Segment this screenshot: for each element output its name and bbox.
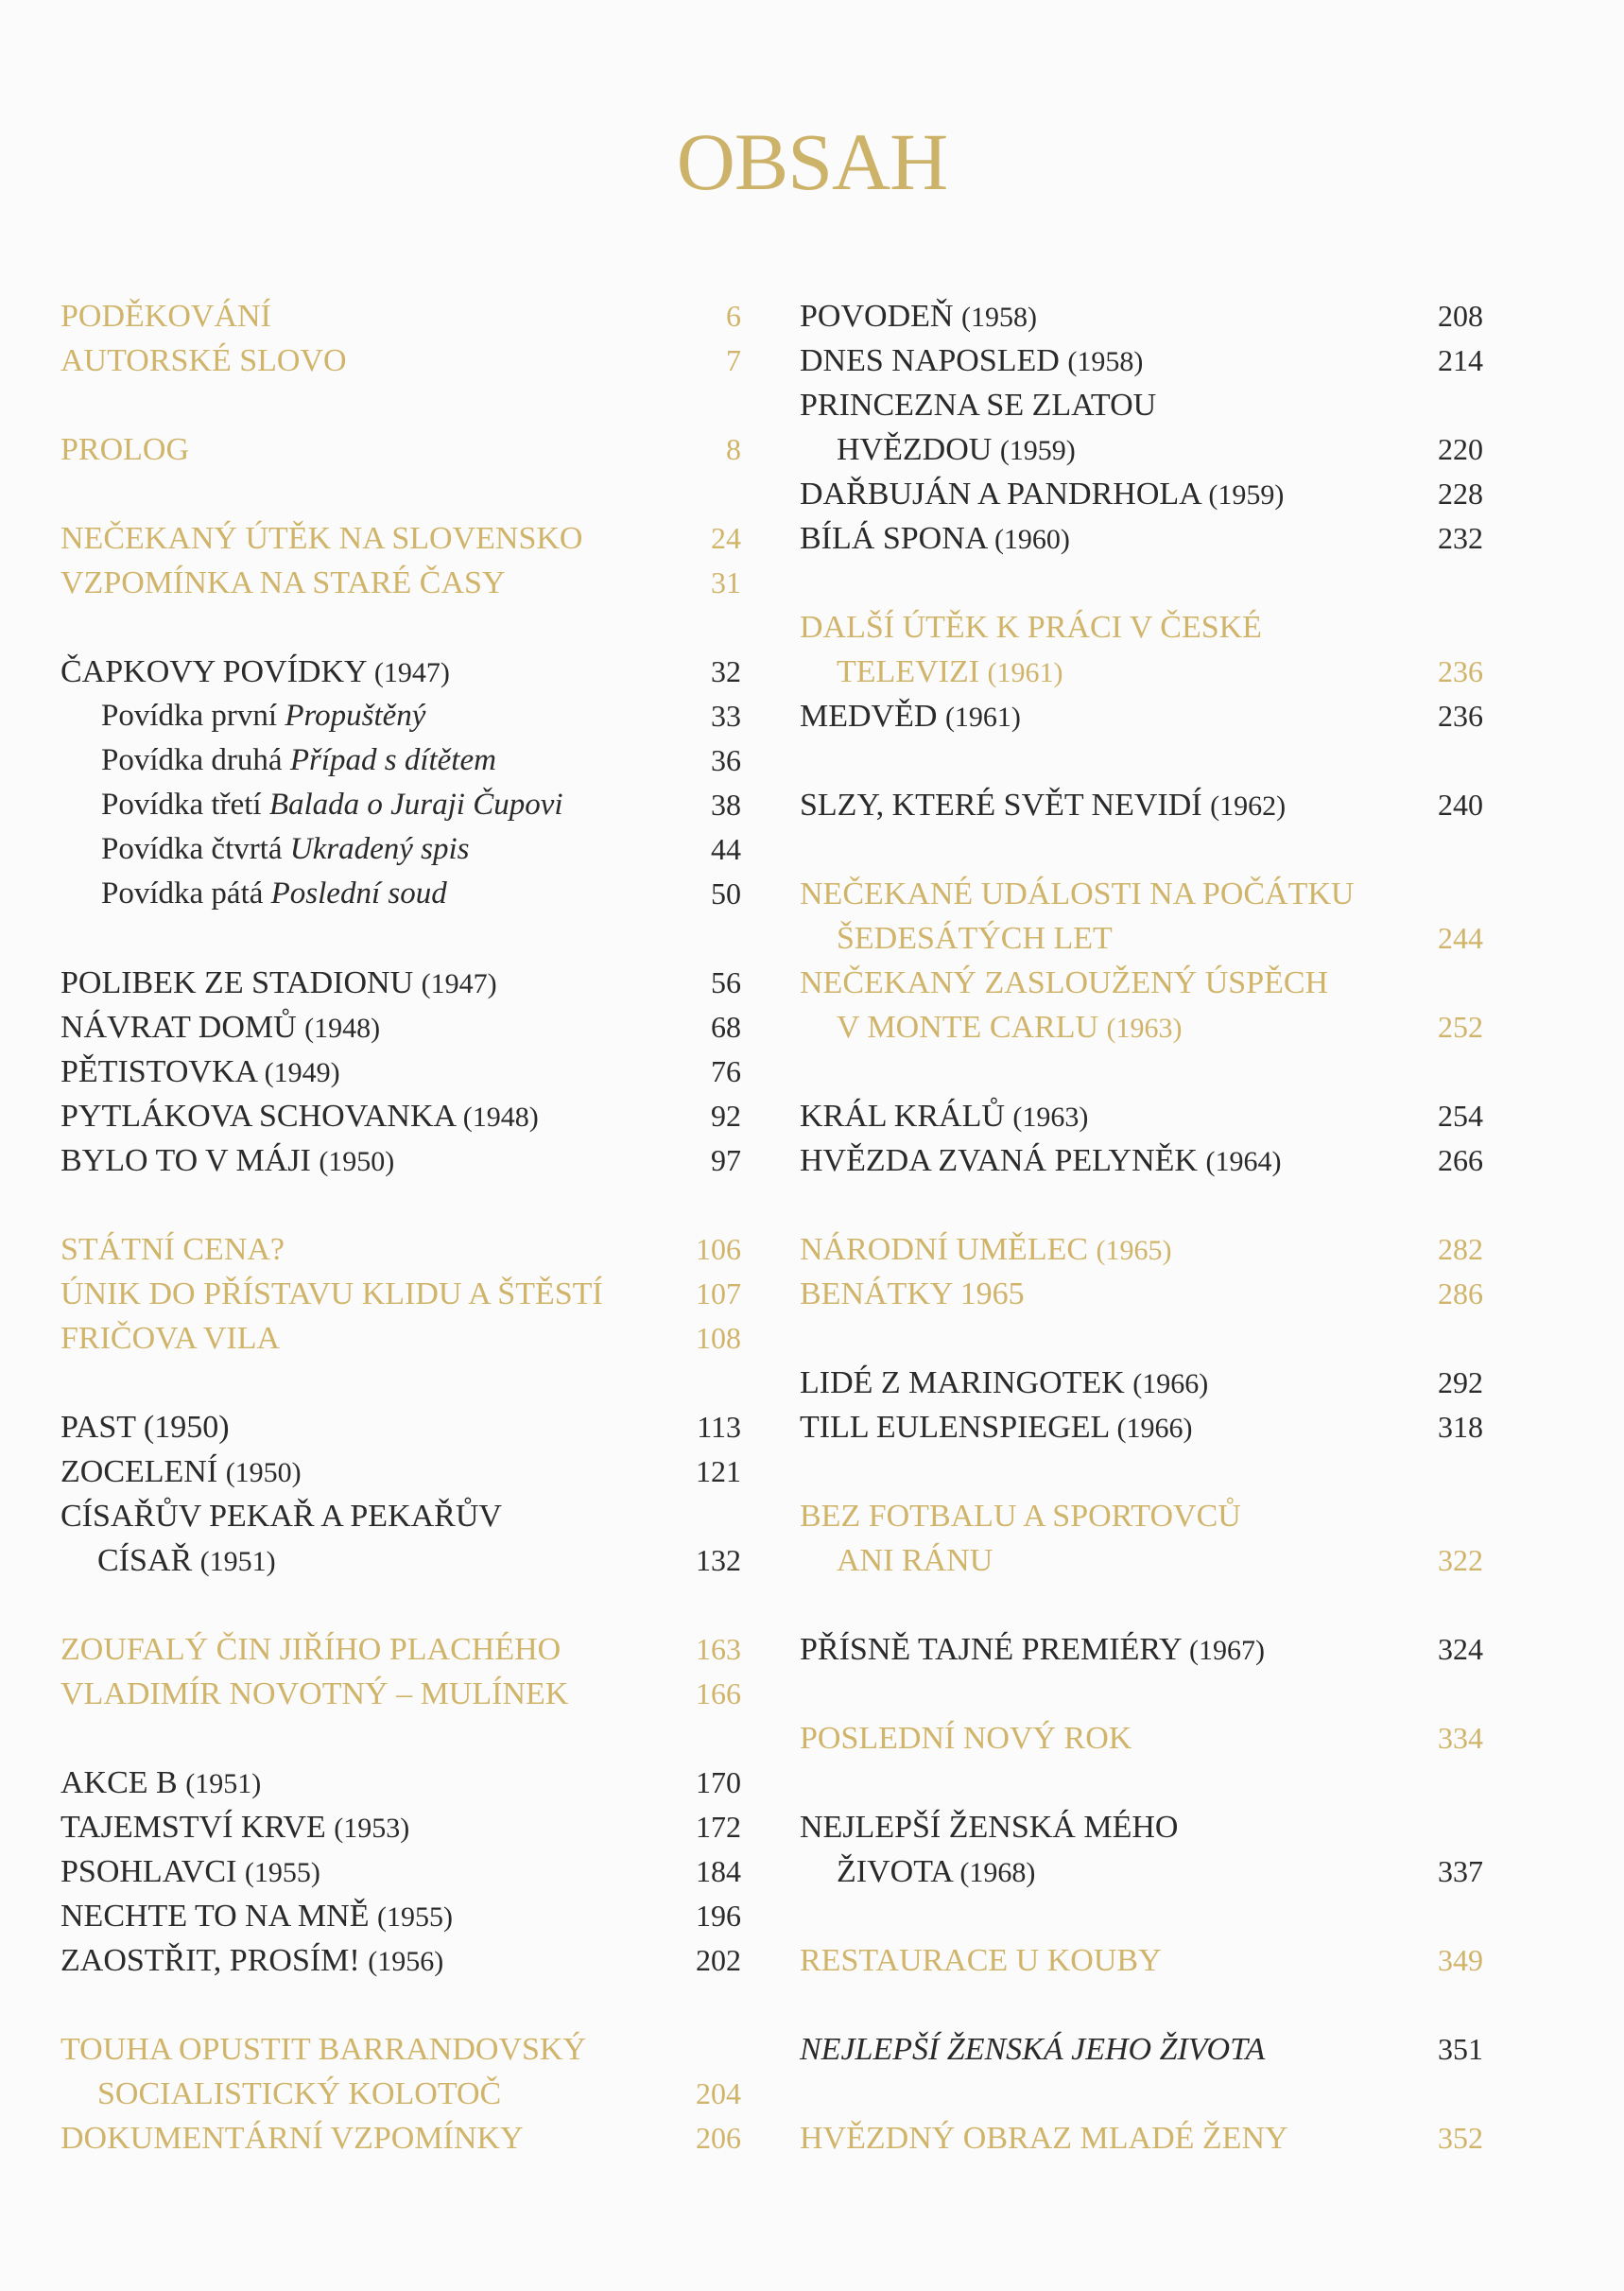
page-number: 196 bbox=[696, 1899, 741, 1933]
entry-title: NEČEKANÉ UDÁLOSTI NA POČÁTKU bbox=[800, 876, 1355, 911]
entry-title: STÁTNÍ CENA? bbox=[60, 1232, 285, 1267]
toc-entry bbox=[60, 427, 751, 472]
entry-title: POVODEŇ bbox=[800, 299, 954, 334]
section-gap bbox=[60, 472, 751, 516]
entry-title: V MONTE CARLU bbox=[837, 1010, 1099, 1045]
toc-entry bbox=[60, 1627, 751, 1672]
toc-entry bbox=[60, 294, 751, 338]
entry-title: VLADIMÍR NOVOTNÝ – MULÍNEK bbox=[60, 1676, 569, 1711]
page-number: 36 bbox=[711, 743, 741, 777]
entry-year: (1947) bbox=[373, 657, 450, 688]
entry-title: ÚNIK DO PŘÍSTAVU KLIDU A ŠTĚSTÍ bbox=[60, 1276, 603, 1311]
entry-title: TOUHA OPUSTIT BARRANDOVSKÝ bbox=[60, 2032, 587, 2067]
entry-title: HVĚZDA ZVANÁ PELYNĚK bbox=[800, 1143, 1198, 1178]
page-number: 107 bbox=[696, 1276, 741, 1310]
section-gap bbox=[60, 1183, 751, 1227]
entry-title: BYLO TO V MÁJI bbox=[60, 1143, 311, 1178]
page-number: 202 bbox=[696, 1943, 741, 1977]
entry-year: (1962) bbox=[1210, 790, 1287, 822]
page-number: 38 bbox=[711, 788, 741, 822]
entry-title: ZAOSTŘIT, PROSÍM! bbox=[60, 1943, 360, 1978]
entry-year: (1963) bbox=[1106, 1013, 1183, 1044]
page-number: 244 bbox=[1438, 921, 1483, 955]
entry-title: HVĚZDNÝ OBRAZ MLADÉ ŽENY bbox=[800, 2121, 1288, 2156]
toc-entry bbox=[60, 1494, 751, 1538]
page-number: 282 bbox=[1438, 1232, 1483, 1266]
page-number: 50 bbox=[711, 876, 741, 911]
toc-entry bbox=[60, 1805, 751, 1849]
toc-entry bbox=[60, 1050, 751, 1094]
toc-entry bbox=[800, 694, 1485, 738]
toc-entry bbox=[800, 1361, 1485, 1405]
toc-entry bbox=[800, 1716, 1485, 1761]
entry-title: ČAPKOVY POVÍDKY bbox=[60, 654, 367, 689]
entry-title: NECHTE TO NA MNĚ bbox=[60, 1899, 370, 1934]
toc-entry bbox=[60, 1761, 751, 1805]
entry-italic-title: Poslední soud bbox=[270, 876, 447, 911]
page-number: 204 bbox=[696, 2076, 741, 2110]
toc-entry bbox=[800, 605, 1485, 650]
toc-entry bbox=[800, 961, 1485, 1005]
toc-entry bbox=[60, 516, 751, 561]
toc-entry bbox=[60, 738, 751, 783]
toc-right-column bbox=[800, 294, 1485, 2161]
toc-entry bbox=[800, 338, 1485, 383]
toc-entry bbox=[800, 650, 1485, 694]
entry-title: DALŠÍ ÚTĚK K PRÁCI V ČESKÉ bbox=[800, 610, 1262, 645]
section-gap bbox=[800, 1316, 1485, 1361]
entry-year: (1968) bbox=[959, 1857, 1036, 1888]
entry-title: DAŘBUJÁN A PANDRHOLA bbox=[800, 477, 1201, 512]
toc-entry bbox=[800, 1849, 1485, 1894]
entry-title: PĚTISTOVKA bbox=[60, 1054, 257, 1089]
page-number: 172 bbox=[696, 1810, 741, 1844]
entry-year: (1965) bbox=[1096, 1235, 1172, 1266]
section-gap bbox=[60, 605, 751, 650]
page-number: 132 bbox=[696, 1543, 741, 1577]
toc-entry bbox=[60, 1005, 751, 1050]
section-gap bbox=[800, 1050, 1485, 1094]
entry-italic-title: NEJLEPŠÍ ŽENSKÁ JEHO ŽIVOTA bbox=[800, 2032, 1266, 2067]
page-number: 163 bbox=[696, 1632, 741, 1666]
toc-entry bbox=[800, 1272, 1485, 1316]
page-number: 236 bbox=[1438, 699, 1483, 733]
toc-entry bbox=[800, 1627, 1485, 1672]
entry-year: (1950) bbox=[225, 1457, 302, 1488]
toc-entry bbox=[800, 1538, 1485, 1583]
page-number: 121 bbox=[696, 1454, 741, 1488]
page-number: 8 bbox=[726, 432, 741, 466]
entry-year: (1967) bbox=[1188, 1635, 1265, 1666]
entry-title: PŘÍSNĚ TAJNÉ PREMIÉRY bbox=[800, 1632, 1182, 1667]
page-number: 266 bbox=[1438, 1143, 1483, 1177]
entry-year: (1958) bbox=[1067, 346, 1144, 377]
section-gap bbox=[60, 1983, 751, 2027]
entry-title: HVĚZDOU bbox=[837, 432, 993, 467]
section-gap bbox=[800, 1983, 1485, 2027]
entry-italic-title: Ukradený spis bbox=[289, 832, 470, 866]
entry-title: PROLOG bbox=[60, 432, 190, 467]
entry-title: VZPOMÍNKA NA STARÉ ČASY bbox=[60, 565, 506, 600]
entry-title: SOCIALISTICKÝ KOLOTOČ bbox=[97, 2076, 502, 2111]
entry-title: MEDVĚD bbox=[800, 699, 938, 734]
page-number: 44 bbox=[711, 832, 741, 866]
entry-year: (1950) bbox=[319, 1146, 395, 1177]
page-number: 228 bbox=[1438, 477, 1483, 511]
page-number: 6 bbox=[726, 299, 741, 333]
entry-title: PYTLÁKOVA SCHOVANKA bbox=[60, 1099, 456, 1134]
entry-italic-title: Propuštěný bbox=[285, 699, 426, 733]
entry-year: (1948) bbox=[462, 1102, 539, 1133]
entry-year: (1958) bbox=[960, 302, 1037, 333]
toc-entry bbox=[60, 2116, 751, 2161]
page-number: 252 bbox=[1438, 1010, 1483, 1044]
entry-title: TILL EULENSPIEGEL bbox=[800, 1410, 1110, 1445]
toc-entry bbox=[800, 1405, 1485, 1449]
entry-title: DOKUMENTÁRNÍ VZPOMÍNKY bbox=[60, 2121, 524, 2156]
toc-entry bbox=[60, 961, 751, 1005]
toc-entry bbox=[60, 2072, 751, 2116]
entry-title: BEZ FOTBALU A SPORTOVCŮ bbox=[800, 1499, 1241, 1534]
section-gap bbox=[60, 1361, 751, 1405]
toc-entry bbox=[60, 1316, 751, 1361]
page-number: 113 bbox=[697, 1410, 741, 1444]
entry-title: NÁRODNÍ UMĚLEC bbox=[800, 1232, 1089, 1267]
toc-entry bbox=[800, 783, 1485, 827]
page-number: 184 bbox=[696, 1854, 741, 1888]
page-number: 236 bbox=[1438, 654, 1483, 688]
toc-entry bbox=[800, 2027, 1485, 2072]
page-number: 31 bbox=[711, 565, 741, 599]
entry-title: AUTORSKÉ SLOVO bbox=[60, 343, 347, 378]
entry-title: AKCE B bbox=[60, 1765, 178, 1800]
page-number: 170 bbox=[696, 1765, 741, 1799]
page-number: 334 bbox=[1438, 1721, 1483, 1755]
page-number: 352 bbox=[1438, 2121, 1483, 2155]
toc-entry bbox=[60, 1938, 751, 1983]
toc-entry bbox=[60, 694, 751, 738]
toc-entry bbox=[60, 783, 751, 827]
toc-entry bbox=[800, 1094, 1485, 1138]
entry-title: PSOHLAVCI bbox=[60, 1854, 237, 1889]
toc-entry bbox=[800, 383, 1485, 427]
entry-title: NEJLEPŠÍ ŽENSKÁ MÉHO bbox=[800, 1810, 1179, 1845]
page-number: 292 bbox=[1438, 1365, 1483, 1399]
toc-entry bbox=[800, 1494, 1485, 1538]
entry-year: (1964) bbox=[1205, 1146, 1282, 1177]
entry-year: (1961) bbox=[944, 702, 1021, 733]
entry-year: (1949) bbox=[264, 1057, 340, 1088]
entry-title: CÍSAŘ bbox=[97, 1543, 193, 1578]
section-gap bbox=[800, 1672, 1485, 1716]
toc-entry bbox=[800, 516, 1485, 561]
section-gap bbox=[60, 383, 751, 427]
toc-entry bbox=[60, 1849, 751, 1894]
entry-year: (1955) bbox=[376, 1901, 453, 1933]
toc-entry bbox=[60, 1894, 751, 1938]
toc-entry bbox=[60, 561, 751, 605]
entry-title: PODĚKOVÁNÍ bbox=[60, 299, 271, 334]
section-gap bbox=[800, 1583, 1485, 1627]
entry-year: (1959) bbox=[1208, 479, 1285, 511]
page-number: 208 bbox=[1438, 299, 1483, 333]
toc-entry bbox=[60, 1272, 751, 1316]
page-number: 56 bbox=[711, 965, 741, 999]
page-number: 240 bbox=[1438, 788, 1483, 822]
page-number: 254 bbox=[1438, 1099, 1483, 1133]
page-number: 349 bbox=[1438, 1943, 1483, 1977]
entry-title: RESTAURACE U KOUBY bbox=[800, 1943, 1162, 1978]
entry-title: Povídka první bbox=[101, 699, 278, 733]
toc-left-column bbox=[60, 294, 751, 2161]
toc-entry bbox=[60, 338, 751, 383]
section-gap bbox=[60, 1716, 751, 1761]
section-gap bbox=[800, 1183, 1485, 1227]
page-number: 220 bbox=[1438, 432, 1483, 466]
entry-title: LIDÉ Z MARINGOTEK bbox=[800, 1365, 1125, 1400]
page-number: 166 bbox=[696, 1676, 741, 1710]
page-number: 322 bbox=[1438, 1543, 1483, 1577]
entry-title: SLZY, KTERÉ SVĚT NEVIDÍ bbox=[800, 788, 1202, 823]
section-gap bbox=[800, 1894, 1485, 1938]
toc-entry bbox=[60, 827, 751, 872]
entry-title: ANI RÁNU bbox=[837, 1543, 993, 1578]
page-number: 106 bbox=[696, 1232, 741, 1266]
toc-entry bbox=[60, 872, 751, 916]
entry-title: POLIBEK ZE STADIONU bbox=[60, 965, 414, 1000]
page-number: 24 bbox=[711, 521, 741, 555]
toc-entry bbox=[60, 1405, 751, 1449]
toc-entry bbox=[60, 1538, 751, 1583]
toc-entry bbox=[60, 1138, 751, 1183]
entry-title: ZOCELENÍ bbox=[60, 1454, 218, 1489]
entry-title: NÁVRAT DOMŮ bbox=[60, 1010, 297, 1045]
page-number: 318 bbox=[1438, 1410, 1483, 1444]
entry-year: (1966) bbox=[1132, 1368, 1209, 1399]
page-number: 97 bbox=[711, 1143, 741, 1177]
page-number: 33 bbox=[711, 699, 741, 733]
toc-entry bbox=[800, 427, 1485, 472]
entry-title: ŠEDESÁTÝCH LET bbox=[837, 921, 1113, 956]
entry-title: FRIČOVA VILA bbox=[60, 1321, 281, 1356]
section-gap bbox=[800, 1761, 1485, 1805]
page-number: 108 bbox=[696, 1321, 741, 1355]
toc-entry bbox=[60, 1227, 751, 1272]
entry-title: ŽIVOTA bbox=[837, 1854, 952, 1889]
entry-year: (1955) bbox=[244, 1857, 320, 1888]
entry-title: BENÁTKY 1965 bbox=[800, 1276, 1025, 1311]
entry-year: (1947) bbox=[421, 968, 497, 999]
entry-title: Povídka třetí bbox=[101, 788, 262, 822]
section-gap bbox=[800, 2072, 1485, 2116]
entry-year: (1963) bbox=[1012, 1102, 1089, 1133]
entry-title: Povídka čtvrtá bbox=[101, 832, 283, 866]
page-number: 286 bbox=[1438, 1276, 1483, 1310]
entry-title: DNES NAPOSLED bbox=[800, 343, 1060, 378]
entry-year: (1953) bbox=[334, 1813, 410, 1844]
toc-entry bbox=[800, 1227, 1485, 1272]
toc-entry bbox=[800, 294, 1485, 338]
page-number: 7 bbox=[726, 343, 741, 377]
toc-entry bbox=[60, 1672, 751, 1716]
toc-entry bbox=[60, 650, 751, 694]
entry-title: CÍSAŘŮV PEKAŘ A PEKAŘŮV bbox=[60, 1499, 502, 1534]
toc-entry bbox=[800, 1138, 1485, 1183]
entry-title: PRINCEZNA SE ZLATOU bbox=[800, 388, 1157, 423]
section-gap bbox=[800, 738, 1485, 783]
toc-entry bbox=[800, 2116, 1485, 2161]
page-number: 206 bbox=[696, 2121, 741, 2155]
page-number: 232 bbox=[1438, 521, 1483, 555]
toc-entry bbox=[800, 872, 1485, 916]
section-gap bbox=[60, 1583, 751, 1627]
section-gap bbox=[60, 916, 751, 961]
entry-year: (1961) bbox=[987, 657, 1063, 688]
entry-title: Povídka druhá bbox=[101, 743, 283, 777]
page-number: 214 bbox=[1438, 343, 1483, 377]
entry-title: POSLEDNÍ NOVÝ ROK bbox=[800, 1721, 1132, 1756]
toc-entry bbox=[800, 1005, 1485, 1050]
entry-title: KRÁL KRÁLŮ bbox=[800, 1099, 1005, 1134]
toc-entry bbox=[800, 1938, 1485, 1983]
entry-title: TELEVIZI bbox=[837, 654, 980, 689]
toc-entry bbox=[800, 916, 1485, 961]
entry-italic-title: Případ s dítětem bbox=[289, 743, 496, 777]
entry-year: (1960) bbox=[993, 524, 1070, 555]
page-number: 92 bbox=[711, 1099, 741, 1133]
entry-title: ZOUFALÝ ČIN JIŘÍHO PLACHÉHO bbox=[60, 1632, 561, 1667]
section-gap bbox=[800, 561, 1485, 605]
page-number: 337 bbox=[1438, 1854, 1483, 1888]
entry-title: NEČEKANÝ ÚTĚK NA SLOVENSKO bbox=[60, 521, 583, 556]
entry-title: NEČEKANÝ ZASLOUŽENÝ ÚSPĚCH bbox=[800, 965, 1329, 1000]
page-number: 351 bbox=[1438, 2032, 1483, 2066]
entry-title: TAJEMSTVÍ KRVE bbox=[60, 1810, 326, 1845]
entry-year: (1959) bbox=[999, 435, 1076, 466]
page-number: 76 bbox=[711, 1054, 741, 1088]
section-gap bbox=[800, 1449, 1485, 1494]
entry-title: Povídka pátá bbox=[101, 876, 264, 911]
section-gap bbox=[800, 827, 1485, 872]
entry-year: (1951) bbox=[199, 1546, 276, 1577]
toc-entry bbox=[800, 472, 1485, 516]
entry-year: (1966) bbox=[1116, 1413, 1193, 1444]
page-number: 32 bbox=[711, 654, 741, 688]
entry-title: BÍLÁ SPONA bbox=[800, 521, 987, 556]
page-number: 68 bbox=[711, 1010, 741, 1044]
entry-italic-title: Balada o Juraji Čupovi bbox=[268, 788, 563, 822]
entry-year: (1956) bbox=[368, 1946, 444, 1977]
toc-entry bbox=[60, 2027, 751, 2072]
entry-year: (1948) bbox=[304, 1013, 381, 1044]
toc-entry bbox=[800, 1805, 1485, 1849]
entry-year: (1951) bbox=[185, 1768, 262, 1799]
page-title: OBSAH bbox=[676, 116, 948, 207]
page-number: 324 bbox=[1438, 1632, 1483, 1666]
toc-entry bbox=[60, 1094, 751, 1138]
toc-entry bbox=[60, 1449, 751, 1494]
entry-title: PAST (1950) bbox=[60, 1410, 230, 1445]
